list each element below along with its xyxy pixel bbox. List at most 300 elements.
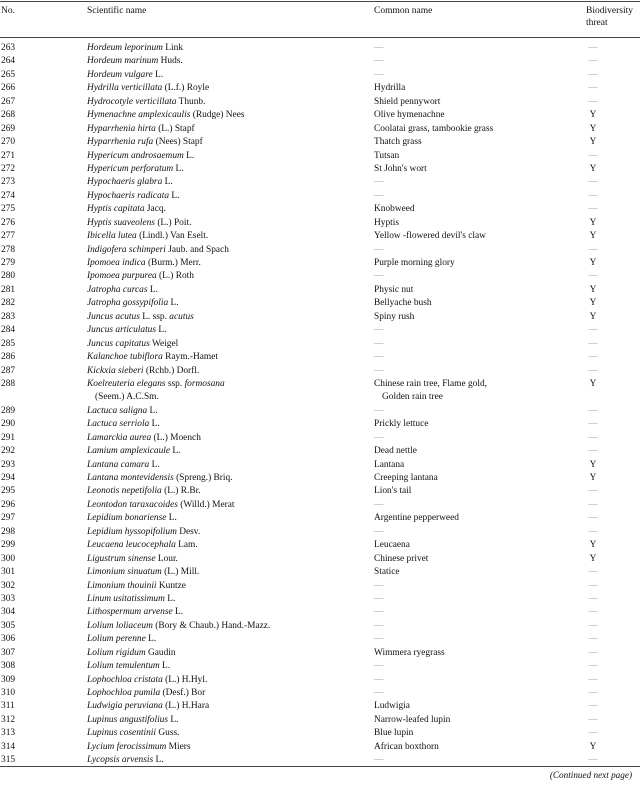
row-number: 277	[1, 231, 16, 242]
table-row	[0, 700, 640, 713]
header-no: No.	[1, 6, 15, 16]
common-name	[374, 230, 486, 243]
row-number: 296	[1, 499, 16, 510]
species-name: Jatropha gossypifolia	[87, 298, 169, 309]
common-name-text: Bellyache bush	[374, 298, 432, 309]
biodiversity-threat: —	[588, 647, 598, 658]
species-name: Ipomoea purpurea	[87, 271, 157, 282]
authority: Gaudin	[145, 647, 176, 658]
biodiversity-threat: —	[588, 661, 598, 672]
common-name	[374, 633, 383, 646]
biodiversity-threat: —	[588, 446, 598, 457]
biodiversity-threat: Y	[589, 298, 597, 309]
common-name-continued: Golden rain tree	[382, 392, 443, 403]
species-name: Lactuca serriola	[87, 419, 150, 430]
common-name-text: Chinese rain tree, Flame gold,	[374, 378, 487, 389]
authority: L.	[153, 755, 164, 766]
biodiversity-threat: Y	[589, 123, 597, 134]
scientific-name	[87, 687, 205, 700]
authority: L.	[168, 298, 179, 309]
row-number: 270	[1, 137, 16, 148]
common-name	[374, 660, 383, 673]
common-name-text: —	[374, 43, 384, 53]
species-name: Lycium ferocissimum	[87, 741, 167, 752]
row-number: 309	[1, 674, 16, 685]
authority: Guss.	[156, 728, 180, 739]
species-name: Lycopsis arvensis	[87, 755, 154, 766]
table-row	[0, 566, 640, 579]
scientific-name	[87, 472, 233, 485]
common-name	[374, 338, 383, 351]
species-name: Lophochloa pumila	[87, 688, 161, 699]
row-number: 310	[1, 688, 16, 699]
species-name: Leontodon taraxacoides	[87, 499, 178, 510]
table-row	[0, 270, 640, 283]
continued-note: (Continued next page)	[549, 770, 632, 780]
authority: (Burm.) Merr.	[145, 258, 201, 268]
biodiversity-threat: —	[588, 325, 598, 336]
table-row	[0, 606, 640, 619]
common-name	[374, 539, 410, 552]
species-name: Hyparrhenia hirta	[87, 123, 156, 134]
common-name	[374, 324, 383, 337]
common-name-text: —	[374, 432, 384, 443]
biodiversity-threat: —	[588, 190, 598, 201]
common-name	[374, 727, 413, 740]
authority: L.	[164, 593, 176, 604]
common-name-text: —	[374, 755, 384, 766]
row-number: 315	[1, 755, 16, 766]
row-number: 285	[1, 338, 16, 349]
species-name: Hypericum androsaemum	[87, 150, 184, 161]
table-row	[0, 647, 640, 660]
biodiversity-threat: —	[588, 714, 598, 725]
biodiversity-threat: —	[588, 674, 598, 685]
row-number: 281	[1, 284, 16, 295]
biodiversity-threat: —	[588, 580, 598, 591]
species-name: Hyparrhenia rufa	[87, 137, 154, 148]
species-name: Ibicella lutea	[87, 231, 137, 242]
common-name	[374, 96, 440, 109]
species-name: Hypochaeris glabra	[87, 177, 163, 188]
authority: (Rchb.) Dorfl.	[143, 365, 200, 376]
authority: Miers	[166, 741, 191, 752]
common-name-text: —	[374, 190, 384, 201]
common-name-text: —	[374, 352, 384, 363]
biodiversity-threat: —	[588, 365, 598, 376]
common-name	[374, 257, 455, 270]
common-name	[374, 297, 432, 310]
authority: (L.f.) Royle	[162, 83, 210, 94]
common-name	[374, 647, 445, 660]
authority: (Rudge) Nees	[190, 110, 245, 121]
common-name-text: Argentine pepperweed	[374, 513, 459, 524]
row-number: 282	[1, 298, 16, 309]
authority: Weigel	[149, 338, 179, 349]
common-name	[374, 109, 445, 122]
species-name: Lamium amplexicaule	[87, 446, 171, 457]
common-name	[374, 566, 400, 579]
table-row	[0, 69, 640, 82]
table-row	[0, 338, 640, 351]
table-row	[0, 324, 640, 337]
species-name: Linum usitatissimum	[87, 593, 165, 604]
species-name: Indigofera schimperi	[87, 244, 166, 255]
row-number: 295	[1, 486, 16, 497]
species-name: Lithospermum arvense	[87, 607, 173, 618]
common-name	[374, 499, 383, 512]
row-number: 312	[1, 714, 16, 725]
authority: L.	[147, 405, 158, 416]
scientific-name	[87, 365, 199, 378]
common-name	[374, 606, 383, 619]
authority: Huds.	[158, 56, 183, 67]
common-name	[374, 472, 438, 485]
common-name-text: —	[374, 244, 384, 255]
scientific-name	[87, 485, 201, 498]
scientific-name	[87, 499, 235, 512]
authority: L.	[173, 163, 184, 174]
common-name	[374, 674, 383, 687]
biodiversity-threat: —	[588, 43, 598, 53]
biodiversity-threat: —	[588, 150, 598, 161]
species-name: Juncus articulatus	[87, 325, 157, 336]
common-name-text: —	[374, 325, 384, 336]
common-name-text: Ludwigia	[374, 701, 410, 712]
common-name-text: Hyptis	[374, 217, 400, 228]
common-name	[374, 136, 422, 149]
biodiversity-threat: —	[588, 204, 598, 215]
common-name-text: Yellow -flowered devil's claw	[374, 231, 486, 242]
common-name-text: Wimmera ryegrass	[374, 647, 445, 658]
biodiversity-threat: —	[588, 688, 598, 699]
common-name	[374, 150, 399, 163]
biodiversity-threat: —	[588, 177, 598, 188]
scientific-name	[87, 647, 176, 660]
common-name-text: Thatch grass	[374, 137, 422, 148]
common-name-text: Coolatai grass, tambookie grass	[374, 123, 494, 134]
scientific-name	[87, 351, 218, 364]
authority: Lam.	[175, 540, 198, 551]
common-name	[374, 203, 415, 216]
species-name: Lolium perenne	[87, 634, 146, 645]
table-row	[0, 163, 640, 176]
scientific-name	[87, 284, 158, 297]
authority: (Bory & Chaub.) Hand.-Mazz.	[152, 620, 271, 631]
scientific-name	[87, 324, 166, 337]
table-row	[0, 123, 640, 136]
table-row	[0, 257, 640, 270]
common-name-text: —	[374, 365, 384, 376]
biodiversity-threat: Y	[589, 284, 597, 295]
table-row	[0, 284, 640, 297]
header-common-name: Common name	[374, 6, 433, 16]
table-row	[0, 553, 640, 566]
common-name-text: Narrow-leafed lupin	[374, 714, 451, 725]
common-name	[374, 190, 383, 203]
biodiversity-threat: Y	[589, 163, 597, 174]
authority: ssp.	[165, 378, 185, 389]
common-name-text: —	[374, 661, 384, 672]
scientific-name	[87, 660, 170, 673]
row-number: 287	[1, 365, 16, 376]
authority: (Spreng.) Briq.	[173, 473, 233, 484]
header-scientific-name: Scientific name	[87, 6, 147, 16]
scientific-name	[87, 606, 183, 619]
row-number: 272	[1, 163, 16, 174]
common-name-text: —	[374, 593, 384, 604]
common-name-text: Olive hymenachne	[374, 110, 445, 121]
subspecies-name: formosana	[184, 378, 225, 389]
table-row	[0, 445, 640, 458]
scientific-name	[87, 378, 225, 405]
authority: Jaub. and Spach	[165, 244, 229, 255]
authority: L.	[162, 177, 173, 188]
common-name	[374, 553, 428, 566]
row-number: 302	[1, 580, 16, 591]
table-row	[0, 432, 640, 445]
authority: (Lindl.) Van Eselt.	[136, 231, 209, 242]
common-name	[374, 123, 493, 136]
common-name-text: St John's wort	[374, 163, 427, 174]
table-row	[0, 593, 640, 606]
common-name-text: —	[374, 177, 384, 188]
common-name	[374, 741, 439, 754]
biodiversity-threat: —	[588, 486, 598, 497]
common-name-text: —	[374, 405, 384, 416]
table-row	[0, 365, 640, 378]
scientific-name	[87, 176, 173, 189]
table-row	[0, 714, 640, 727]
table-row	[0, 42, 640, 55]
authority: Lour.	[155, 553, 178, 564]
table-row	[0, 741, 640, 754]
common-name-text: —	[374, 526, 384, 537]
row-number: 308	[1, 661, 16, 672]
table-row	[0, 82, 640, 95]
species-name: Ipomoea indica	[87, 258, 146, 268]
species-name: Limonium thouinii	[87, 580, 157, 591]
table-row	[0, 297, 640, 310]
authority: L.	[168, 714, 179, 725]
species-name: Lolium loliaceum	[87, 620, 153, 631]
species-name: Koelreuteria elegans	[87, 378, 166, 389]
species-name: Lamarckia aurea	[87, 432, 152, 443]
common-name-text: Purple morning glory	[374, 258, 455, 268]
species-name: Hypericum perforatum	[87, 163, 174, 174]
common-name-text: —	[374, 56, 384, 67]
species-name: Kickxia sieberi	[87, 365, 144, 376]
biodiversity-threat: —	[588, 728, 598, 739]
row-number: 297	[1, 513, 16, 524]
scientific-name	[87, 42, 183, 55]
common-name	[374, 714, 450, 727]
common-name	[374, 365, 383, 378]
table-row	[0, 176, 640, 189]
biodiversity-threat: —	[588, 271, 598, 282]
row-number: 284	[1, 325, 16, 336]
row-number: 304	[1, 607, 16, 618]
authority: (L.) Mill.	[161, 567, 200, 578]
common-name-text: Dead nettle	[374, 446, 417, 457]
common-name	[374, 687, 383, 700]
biodiversity-threat: Y	[589, 217, 597, 228]
common-name-text: Lion's tail	[374, 486, 412, 497]
common-name	[374, 432, 383, 445]
common-name	[374, 512, 459, 525]
common-name	[374, 311, 414, 324]
common-name-text: African boxthorn	[374, 741, 439, 752]
table-row	[0, 203, 640, 216]
row-number: 303	[1, 593, 16, 604]
table-row	[0, 96, 640, 109]
common-name	[374, 418, 428, 431]
scientific-name	[87, 163, 184, 176]
scientific-name	[87, 230, 208, 243]
biodiversity-threat: Y	[589, 473, 597, 484]
common-name	[374, 163, 427, 176]
common-name	[374, 351, 383, 364]
scientific-name	[87, 512, 177, 525]
table-row	[0, 244, 640, 257]
authority: L.	[145, 634, 157, 645]
row-number: 280	[1, 271, 16, 282]
row-number: 283	[1, 311, 16, 322]
row-number: 301	[1, 567, 16, 578]
authority: L.	[172, 607, 184, 618]
scientific-name	[87, 96, 205, 109]
biodiversity-threat: —	[588, 405, 598, 416]
scientific-name	[87, 432, 201, 445]
row-number: 288	[1, 378, 16, 389]
common-name-text: Tutsan	[374, 150, 400, 161]
authority: (Willd.) Merat	[177, 499, 235, 510]
row-number: 279	[1, 258, 16, 268]
common-name	[374, 244, 383, 257]
biodiversity-threat: —	[588, 499, 598, 510]
common-name	[374, 526, 383, 539]
authority: (L.) Roth	[156, 271, 194, 282]
table-row	[0, 459, 640, 472]
species-name: Hydrocotyle verticillata	[87, 96, 177, 107]
common-name	[374, 55, 383, 68]
scientific-name	[87, 203, 166, 216]
authority: Kuntze	[156, 580, 186, 591]
authority: L.	[169, 190, 180, 201]
biodiversity-threat: —	[588, 69, 598, 80]
authority: (L.) R.Br.	[161, 486, 201, 497]
row-number: 268	[1, 110, 16, 121]
scientific-name	[87, 741, 191, 754]
species-name: Hordeum marinum	[87, 56, 159, 67]
common-name-text: Spiny rush	[374, 311, 415, 322]
biodiversity-threat: —	[588, 419, 598, 430]
biodiversity-threat: —	[588, 83, 598, 94]
row-number: 263	[1, 43, 16, 53]
table-row	[0, 526, 640, 539]
table-row	[0, 580, 640, 593]
biodiversity-threat: Y	[589, 231, 597, 242]
table-row	[0, 136, 640, 149]
authority: L. ssp.	[139, 311, 170, 322]
common-name-text: Prickly lettuce	[374, 419, 429, 430]
scientific-name	[87, 150, 194, 163]
authority: L.	[159, 661, 171, 672]
common-name	[374, 378, 487, 405]
biodiversity-threat: Y	[589, 311, 597, 322]
common-name-text: Knobweed	[374, 204, 415, 215]
table-row	[0, 150, 640, 163]
common-name	[374, 580, 383, 593]
common-name-text: —	[374, 688, 384, 699]
row-number: 264	[1, 56, 16, 67]
table-row	[0, 230, 640, 243]
scientific-name	[87, 700, 209, 713]
authority: Jacq.	[144, 204, 166, 215]
table-row	[0, 674, 640, 687]
common-name-text: Leucaena	[374, 540, 410, 551]
species-name: Hyptis suaveolens	[87, 217, 155, 228]
common-name	[374, 217, 399, 230]
row-number: 266	[1, 83, 16, 94]
scientific-name	[87, 566, 199, 579]
biodiversity-threat: Y	[589, 741, 597, 752]
scientific-name	[87, 190, 179, 203]
species-name: Lupinus angustifolius	[87, 714, 169, 725]
table-top-rule	[0, 1, 640, 2]
authority: (Desf.) Bor	[160, 688, 206, 699]
authority: Desv.	[176, 526, 201, 537]
row-number: 265	[1, 69, 16, 80]
species-name: Jatropha curcas	[87, 284, 148, 295]
common-name-text: —	[374, 499, 384, 510]
common-name-text: Lantana	[374, 459, 405, 470]
scientific-name	[87, 136, 203, 149]
species-name: Juncus capitatus	[87, 338, 150, 349]
scientific-name	[87, 405, 158, 418]
subspecies-name: acutus	[169, 311, 194, 322]
row-number: 311	[1, 701, 15, 712]
biodiversity-threat: Y	[589, 258, 597, 268]
species-name: Limonium sinuatum	[87, 567, 162, 578]
species-name: Hordeum vulgare	[87, 69, 153, 80]
species-name: Leonotis nepetifolia	[87, 486, 162, 497]
row-number: 300	[1, 553, 16, 564]
species-name: Lepidium bonariense	[87, 513, 167, 524]
biodiversity-threat: —	[588, 352, 598, 363]
table-row	[0, 190, 640, 203]
table-row	[0, 687, 640, 700]
biodiversity-threat: —	[588, 526, 598, 537]
biodiversity-threat: —	[588, 620, 598, 631]
table-row	[0, 405, 640, 418]
biodiversity-threat: —	[588, 244, 598, 255]
common-name-text: Hydrilla	[374, 83, 406, 94]
authority: (L.) H.Hara	[162, 701, 210, 712]
common-name-text: Shield pennywort	[374, 96, 441, 107]
row-number: 275	[1, 204, 16, 215]
biodiversity-threat: Y	[589, 110, 597, 121]
common-name	[374, 69, 383, 82]
scientific-name	[87, 727, 179, 740]
row-number: 286	[1, 352, 16, 363]
common-name	[374, 459, 404, 472]
authority: Link	[162, 43, 184, 53]
common-name-text: —	[374, 634, 384, 645]
species-name: Juncus acutus	[87, 311, 140, 322]
species-name: Hyptis capitata	[87, 204, 145, 215]
table-row	[0, 539, 640, 552]
